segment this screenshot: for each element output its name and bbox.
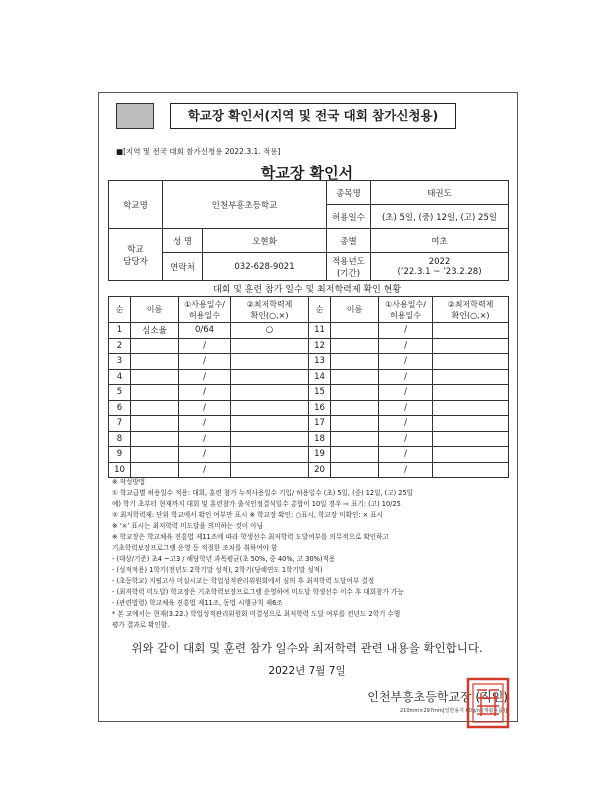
row-no: 7: [109, 416, 131, 432]
row-name-right: [331, 431, 379, 447]
note-line: ① 학교급별 허용일수 적용: 대회, 훈련 참가 누적사용일수 기입/ 허용일수 (초) 5일, (중) 12일, (고) 25일: [112, 489, 414, 497]
row-days: /: [179, 447, 231, 463]
participation-table: [108, 296, 509, 478]
note-line: 기초학력보장프로그램 운영 등 적절한 조치를 취하여야 함: [112, 544, 278, 552]
seal-border: [468, 679, 508, 727]
row-days: /: [179, 462, 231, 478]
table-row: [109, 385, 509, 401]
row-no: 8: [109, 431, 131, 447]
document-header-title: 학교장 확인서(지역 및 전국 대회 참가신청용): [170, 103, 456, 129]
period-year: 2022: [428, 256, 451, 267]
row-name: [131, 369, 179, 385]
header-days-right-line2: 허용일수: [390, 310, 421, 320]
note-line: 예) 학기 초부터 현재까지 대회 및 훈련참가 출석인정결석일수 총합이 10일 경우 ⇨ 표기: (고) 10/25: [112, 500, 401, 508]
period-range: (’22.3.1 ~ ’23.2.28): [397, 266, 482, 277]
participation-rows: [109, 323, 509, 478]
note-line: ② 최저학력제: 단위 학교에서 확인 여부만 표시 ※ 학교장 확인: ○표시, 학교장 미확인: × 표시: [112, 511, 384, 519]
period-label-line2: (기간): [336, 268, 361, 279]
row-academic: [231, 416, 309, 432]
row-academic-right: [433, 323, 509, 339]
row-days-right: /: [379, 369, 433, 385]
row-name: [131, 462, 179, 478]
applicability-note: ■[지역 및 전국 대회 참가신청용 2022.3.1. 적용]: [116, 147, 281, 156]
manager-label-line2: 담당자: [123, 256, 148, 267]
row-name-right: [331, 400, 379, 416]
row-name-right: [331, 338, 379, 354]
row-name-right: [331, 323, 379, 339]
manager-label: [109, 229, 163, 281]
row-days: /: [179, 431, 231, 447]
row-no-right: 20: [309, 462, 331, 478]
row-no: 3: [109, 354, 131, 370]
header-name-right: 이름: [331, 297, 379, 323]
row-no-right: 18: [309, 431, 331, 447]
row-name: [131, 431, 179, 447]
header-days-line2: 허용일수: [189, 310, 220, 320]
manager-label-line1: 학교: [127, 244, 144, 255]
row-no: 1: [109, 323, 131, 339]
row-no: 9: [109, 447, 131, 463]
row-no: 6: [109, 400, 131, 416]
row-name: [131, 354, 179, 370]
row-no: 4: [109, 369, 131, 385]
row-name: [131, 400, 179, 416]
header-academic-right-line1: ②최저학력제: [447, 299, 494, 309]
row-days-right: /: [379, 400, 433, 416]
table-row: [109, 431, 509, 447]
seal-glyph-marks: [477, 690, 499, 716]
row-days: /: [179, 354, 231, 370]
row-academic-right: [433, 369, 509, 385]
row-days-right: /: [379, 431, 433, 447]
row-academic-right: [433, 416, 509, 432]
row-academic-right: [433, 431, 509, 447]
row-academic-right: [433, 338, 509, 354]
table-row: [109, 462, 509, 478]
issue-date: 2022년 7월 7일: [268, 665, 346, 677]
allowed-days-value: (초) 5일, (중) 12일, (고) 25일: [371, 205, 509, 229]
header-days-right: [379, 297, 433, 323]
row-name-right: [331, 369, 379, 385]
row-no-right: 15: [309, 385, 331, 401]
row-no-right: 11: [309, 323, 331, 339]
table-row: [109, 323, 509, 339]
header-academic-line2: 확인(○,×): [250, 310, 289, 320]
header-days-line1: ①사용일수/: [184, 299, 225, 309]
row-no-right: 14: [309, 369, 331, 385]
row-no: 2: [109, 338, 131, 354]
row-name: [131, 385, 179, 401]
row-days: /: [179, 385, 231, 401]
period-value: [371, 253, 509, 281]
header-no: 순: [109, 297, 131, 323]
paper-spec-footer: 210mm×297mm[일반용지 60g/㎡(재활용품)]: [399, 708, 507, 714]
row-name-right: [331, 416, 379, 432]
header-no-right: 순: [309, 297, 331, 323]
contact-label: 연락처: [163, 253, 203, 281]
row-no-right: 16: [309, 400, 331, 416]
school-info-table: [108, 180, 509, 281]
row-days-right: /: [379, 385, 433, 401]
row-name-right: [331, 462, 379, 478]
row-no-right: 19: [309, 447, 331, 463]
row-academic-right: [433, 447, 509, 463]
row-academic-right: [433, 354, 509, 370]
row-academic-right: [433, 400, 509, 416]
note-line: - (관련법령) 학교체육 진흥법 제11조, 동법 시행규칙 제6조: [112, 599, 283, 607]
event-label: 종목명: [327, 181, 371, 205]
table-row: [109, 416, 509, 432]
table-row: [109, 447, 509, 463]
row-academic: [231, 369, 309, 385]
row-name: [131, 416, 179, 432]
table-row: [109, 369, 509, 385]
instructions-notes: [112, 477, 510, 631]
page-title: 학교장 확인서: [260, 164, 354, 182]
note-line: ※ 학교장은 학교체육 진흥법 제11조에 따라 학생선수 최저학력 도달여부를 의무적으로 확인하고: [112, 533, 389, 541]
header-days-right-line1: ①사용일수/: [385, 299, 426, 309]
row-days-right: /: [379, 447, 433, 463]
row-days: /: [179, 338, 231, 354]
row-days-right: /: [379, 354, 433, 370]
row-name-right: [331, 385, 379, 401]
row-no: 5: [109, 385, 131, 401]
row-no: 10: [109, 462, 131, 478]
note-line: ※ ‘×’ 표시는 최저학력 미도달을 의미하는 것이 아님: [112, 522, 263, 530]
row-name: 심소율: [131, 323, 179, 339]
event-value: 태권도: [371, 181, 509, 205]
row-no-right: 13: [309, 354, 331, 370]
row-days: /: [179, 400, 231, 416]
header-academic-right: [433, 297, 509, 323]
school-label: 학교명: [109, 181, 163, 229]
row-days: 0/64: [179, 323, 231, 339]
row-name: [131, 447, 179, 463]
row-name: [131, 338, 179, 354]
row-name-right: [331, 447, 379, 463]
note-line: - (대상/기준) 초4 ~고3 / 해당학년 과목평균(초 50%, 중 40%, 고 30%)적용: [112, 555, 336, 563]
allowed-days-label: 허용일수: [327, 205, 371, 229]
principal-signature: 인천부흥초등학교장 (직인): [367, 690, 508, 704]
school-name: 인천부흥초등학교: [163, 181, 327, 229]
period-label-line1: 적용년도: [332, 256, 365, 267]
header-days: [179, 297, 231, 323]
note-line: - (초등학교) 지필고사 미실시교는 학업성적관리위원회에서 심의 후 최저학력 도달여부 결정: [112, 577, 375, 585]
note-line: 평가 결과로 확인함.: [112, 621, 170, 629]
table-row: [109, 338, 509, 354]
row-days-right: /: [379, 416, 433, 432]
contact-value: 032-628-9021: [203, 253, 327, 281]
row-no-right: 12: [309, 338, 331, 354]
period-label: [327, 253, 371, 281]
row-academic: [231, 431, 309, 447]
official-seal-stamp: [465, 676, 511, 730]
row-days-right: /: [379, 323, 433, 339]
row-academic: ○: [231, 323, 309, 339]
header-academic-right-line2: 확인(○,×): [451, 310, 490, 320]
row-days-right: /: [379, 462, 433, 478]
row-days: /: [179, 369, 231, 385]
note-line: * 본 교에서는 현재(3.22.) 학업성적관리위원회 미결성으로 최저학력 도달 여부를 전년도 2학기 수행: [112, 610, 401, 618]
note-line: ※ 작성방법: [112, 478, 146, 486]
note-line: - (성적적용) 1학기(전년도 2학기말 성적), 2학기(당해연도 1학기말 성적): [112, 566, 323, 574]
row-academic: [231, 462, 309, 478]
row-days-right: /: [379, 338, 433, 354]
row-academic-right: [433, 385, 509, 401]
name-value: 오현화: [203, 229, 327, 253]
row-no-right: 17: [309, 416, 331, 432]
row-academic: [231, 385, 309, 401]
header-academic: [231, 297, 309, 323]
name-label: 성 명: [163, 229, 203, 253]
row-academic: [231, 354, 309, 370]
row-academic: [231, 338, 309, 354]
confirmation-statement: 위와 같이 대회 및 훈련 참가 일수와 최저학력 관련 내용을 확인합니다.: [131, 641, 483, 655]
row-academic: [231, 447, 309, 463]
row-academic: [231, 400, 309, 416]
row-academic-right: [433, 462, 509, 478]
gender-value: 여초: [371, 229, 509, 253]
section-title: 대회 및 훈련 참가 일수 및 최저학력제 확인 현황: [212, 285, 402, 295]
header-name: 이름: [131, 297, 179, 323]
row-name-right: [331, 354, 379, 370]
gender-label: 종별: [327, 229, 371, 253]
grey-label-box: [116, 103, 154, 129]
table-row: [109, 354, 509, 370]
note-line: - (최저학력 미도달) 학교장은 기초학력보장프로그램 운영하여 미도달 학생선수 이수 후 대회참가 가능: [112, 588, 404, 596]
table-row: [109, 400, 509, 416]
header-academic-line1: ②최저학력제: [246, 299, 293, 309]
row-days: /: [179, 416, 231, 432]
